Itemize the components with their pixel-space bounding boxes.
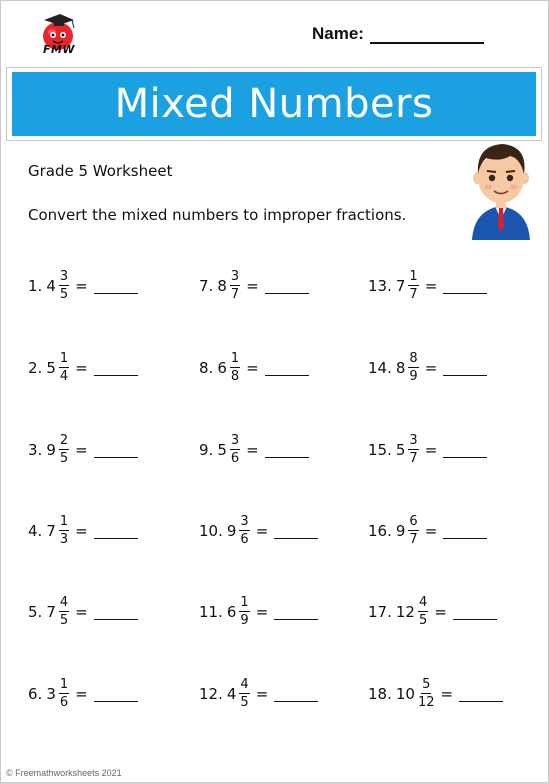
whole-number: 5 (395, 440, 406, 459)
equals-sign: = (440, 684, 454, 703)
answer-blank[interactable] (265, 363, 309, 376)
fraction-numerator: 3 (409, 433, 418, 448)
problem-number: 15. (368, 440, 392, 459)
equals-sign: = (75, 684, 88, 703)
answer-blank[interactable] (265, 445, 309, 458)
name-field[interactable] (312, 24, 484, 44)
equals-sign: = (434, 602, 447, 621)
answer-blank[interactable] (94, 689, 138, 702)
whole-number: 7 (46, 521, 56, 540)
fraction (408, 515, 418, 546)
title-banner (6, 67, 542, 141)
whole-number: 5 (217, 440, 227, 459)
fraction (59, 434, 69, 465)
fraction-numerator: 1 (59, 514, 69, 529)
problem-number: 1. (28, 276, 43, 295)
answer-blank[interactable] (94, 607, 138, 620)
problem-number: 2. (28, 358, 43, 377)
fraction-denominator: 8 (230, 369, 240, 384)
problem-item (368, 352, 487, 383)
fraction (59, 352, 69, 383)
problem-item (368, 434, 487, 465)
whole-number: 6 (217, 358, 227, 377)
fraction (408, 434, 418, 465)
equals-sign: = (75, 602, 88, 621)
problem-item (368, 515, 487, 546)
problem-item (199, 515, 318, 546)
fraction (230, 270, 240, 301)
answer-blank[interactable] (443, 363, 487, 376)
fraction (59, 596, 69, 627)
equals-sign: = (424, 358, 438, 377)
answer-blank[interactable] (94, 363, 138, 376)
fraction-numerator: 4 (59, 595, 69, 610)
fraction-denominator: 12 (417, 695, 435, 710)
fraction (59, 678, 69, 709)
whole-number: 4 (46, 276, 56, 295)
fraction-denominator: 3 (59, 532, 69, 547)
problem-number: 11. (199, 602, 223, 621)
problem-number: 8. (199, 358, 214, 377)
problem-number: 6. (28, 684, 43, 703)
problem-item (199, 352, 309, 383)
problem-number: 5. (28, 602, 43, 621)
problem-item (28, 596, 138, 627)
problem-number: 7. (199, 276, 214, 295)
name-line[interactable] (370, 26, 484, 44)
equals-sign: = (246, 358, 259, 377)
problem-number: 4. (28, 521, 43, 540)
problem-item (368, 596, 497, 627)
problem-item (28, 352, 138, 383)
fraction-numerator: 1 (240, 595, 249, 610)
answer-blank[interactable] (274, 607, 318, 620)
fraction-numerator: 1 (230, 351, 240, 366)
fraction-denominator: 9 (409, 369, 418, 384)
fraction (239, 515, 249, 546)
whole-number: 5 (46, 358, 56, 377)
problem-number: 18. (368, 684, 392, 703)
fraction-denominator: 7 (409, 287, 418, 302)
fraction-numerator: 6 (409, 514, 418, 529)
whole-number: 7 (395, 276, 406, 295)
equals-sign: = (255, 684, 269, 703)
fraction-denominator: 6 (230, 451, 240, 466)
fraction-numerator: 2 (59, 433, 69, 448)
whole-number: 9 (46, 440, 56, 459)
page-title: Mixed Numbers (114, 81, 434, 127)
fraction (59, 515, 69, 546)
fraction-numerator: 1 (59, 677, 69, 692)
whole-number: 4 (226, 684, 237, 703)
fraction-denominator: 5 (59, 287, 69, 302)
equals-sign: = (424, 440, 438, 459)
logo-text: FMW (42, 43, 76, 56)
equals-sign: = (75, 276, 88, 295)
fraction-numerator: 4 (418, 595, 428, 610)
whole-number: 12 (395, 602, 415, 621)
cartoon-boy-icon (466, 136, 536, 240)
answer-blank[interactable] (94, 281, 138, 294)
answer-blank[interactable] (443, 281, 487, 294)
fraction-denominator: 7 (409, 451, 418, 466)
fraction-numerator: 3 (230, 433, 240, 448)
whole-number: 9 (226, 521, 237, 540)
problem-number: 10. (199, 521, 223, 540)
answer-blank[interactable] (274, 526, 318, 539)
fraction-denominator: 5 (240, 695, 249, 710)
answer-blank[interactable] (453, 607, 497, 620)
fraction-denominator: 6 (240, 532, 249, 547)
problem-item (199, 596, 318, 627)
fraction (408, 352, 418, 383)
fraction-numerator: 3 (240, 514, 249, 529)
equals-sign: = (75, 358, 88, 377)
title-banner-fill (12, 72, 536, 136)
answer-blank[interactable] (443, 445, 487, 458)
problem-item (28, 678, 138, 709)
problem-item (199, 270, 309, 301)
fraction (230, 434, 240, 465)
equals-sign: = (75, 440, 88, 459)
answer-blank[interactable] (94, 445, 138, 458)
equals-sign: = (75, 521, 88, 540)
answer-blank[interactable] (459, 689, 503, 702)
problem-item (28, 515, 138, 546)
equals-sign: = (255, 521, 269, 540)
answer-blank[interactable] (94, 526, 138, 539)
whole-number: 6 (226, 602, 237, 621)
problem-item (199, 434, 309, 465)
fraction-numerator: 5 (422, 677, 431, 692)
equals-sign: = (424, 521, 438, 540)
equals-sign: = (424, 276, 438, 295)
fraction-denominator: 5 (59, 451, 69, 466)
fraction (230, 352, 240, 383)
problem-item (28, 434, 138, 465)
worksheet-subtitle: Grade 5 Worksheet (28, 162, 173, 180)
problem-item (368, 678, 503, 709)
whole-number: 8 (395, 358, 406, 377)
problem-number: 3. (28, 440, 43, 459)
answer-blank[interactable] (274, 689, 318, 702)
fraction-denominator: 5 (59, 613, 69, 628)
fraction (418, 678, 435, 709)
answer-blank[interactable] (443, 526, 487, 539)
problem-number: 14. (368, 358, 392, 377)
fraction (239, 678, 249, 709)
equals-sign: = (246, 276, 259, 295)
whole-number: 10 (395, 684, 415, 703)
whole-number: 3 (46, 684, 56, 703)
problem-item (368, 270, 487, 301)
equals-sign: = (246, 440, 259, 459)
fraction-numerator: 3 (230, 269, 240, 284)
fraction-numerator: 1 (59, 351, 69, 366)
instructions: Convert the mixed numbers to improper fractions. (28, 206, 407, 224)
whole-number: 9 (395, 521, 406, 540)
problem-item (28, 270, 138, 301)
fraction-numerator: 3 (59, 269, 69, 284)
fraction-denominator: 6 (59, 695, 69, 710)
fraction-numerator: 1 (409, 269, 418, 284)
fraction-denominator: 4 (59, 369, 69, 384)
fraction-denominator: 7 (230, 287, 240, 302)
name-label: Name: (312, 24, 364, 43)
problem-number: 9. (199, 440, 214, 459)
fraction (418, 596, 428, 627)
fraction-numerator: 4 (240, 677, 249, 692)
fraction (59, 270, 69, 301)
problem-number: 13. (368, 276, 392, 295)
fraction-denominator: 5 (418, 613, 428, 628)
problem-number: 16. (368, 521, 392, 540)
fraction-numerator: 8 (409, 351, 418, 366)
fraction (239, 596, 249, 627)
fraction-denominator: 7 (409, 532, 418, 547)
problem-item (199, 678, 318, 709)
problem-number: 17. (368, 602, 392, 621)
fraction (408, 270, 418, 301)
whole-number: 7 (46, 602, 56, 621)
whole-number: 8 (217, 276, 227, 295)
equals-sign: = (255, 602, 269, 621)
answer-blank[interactable] (265, 281, 309, 294)
problem-number: 12. (199, 684, 223, 703)
footer-copyright: © Freemathworksheets 2021 (6, 768, 122, 778)
fraction-denominator: 9 (240, 613, 249, 628)
